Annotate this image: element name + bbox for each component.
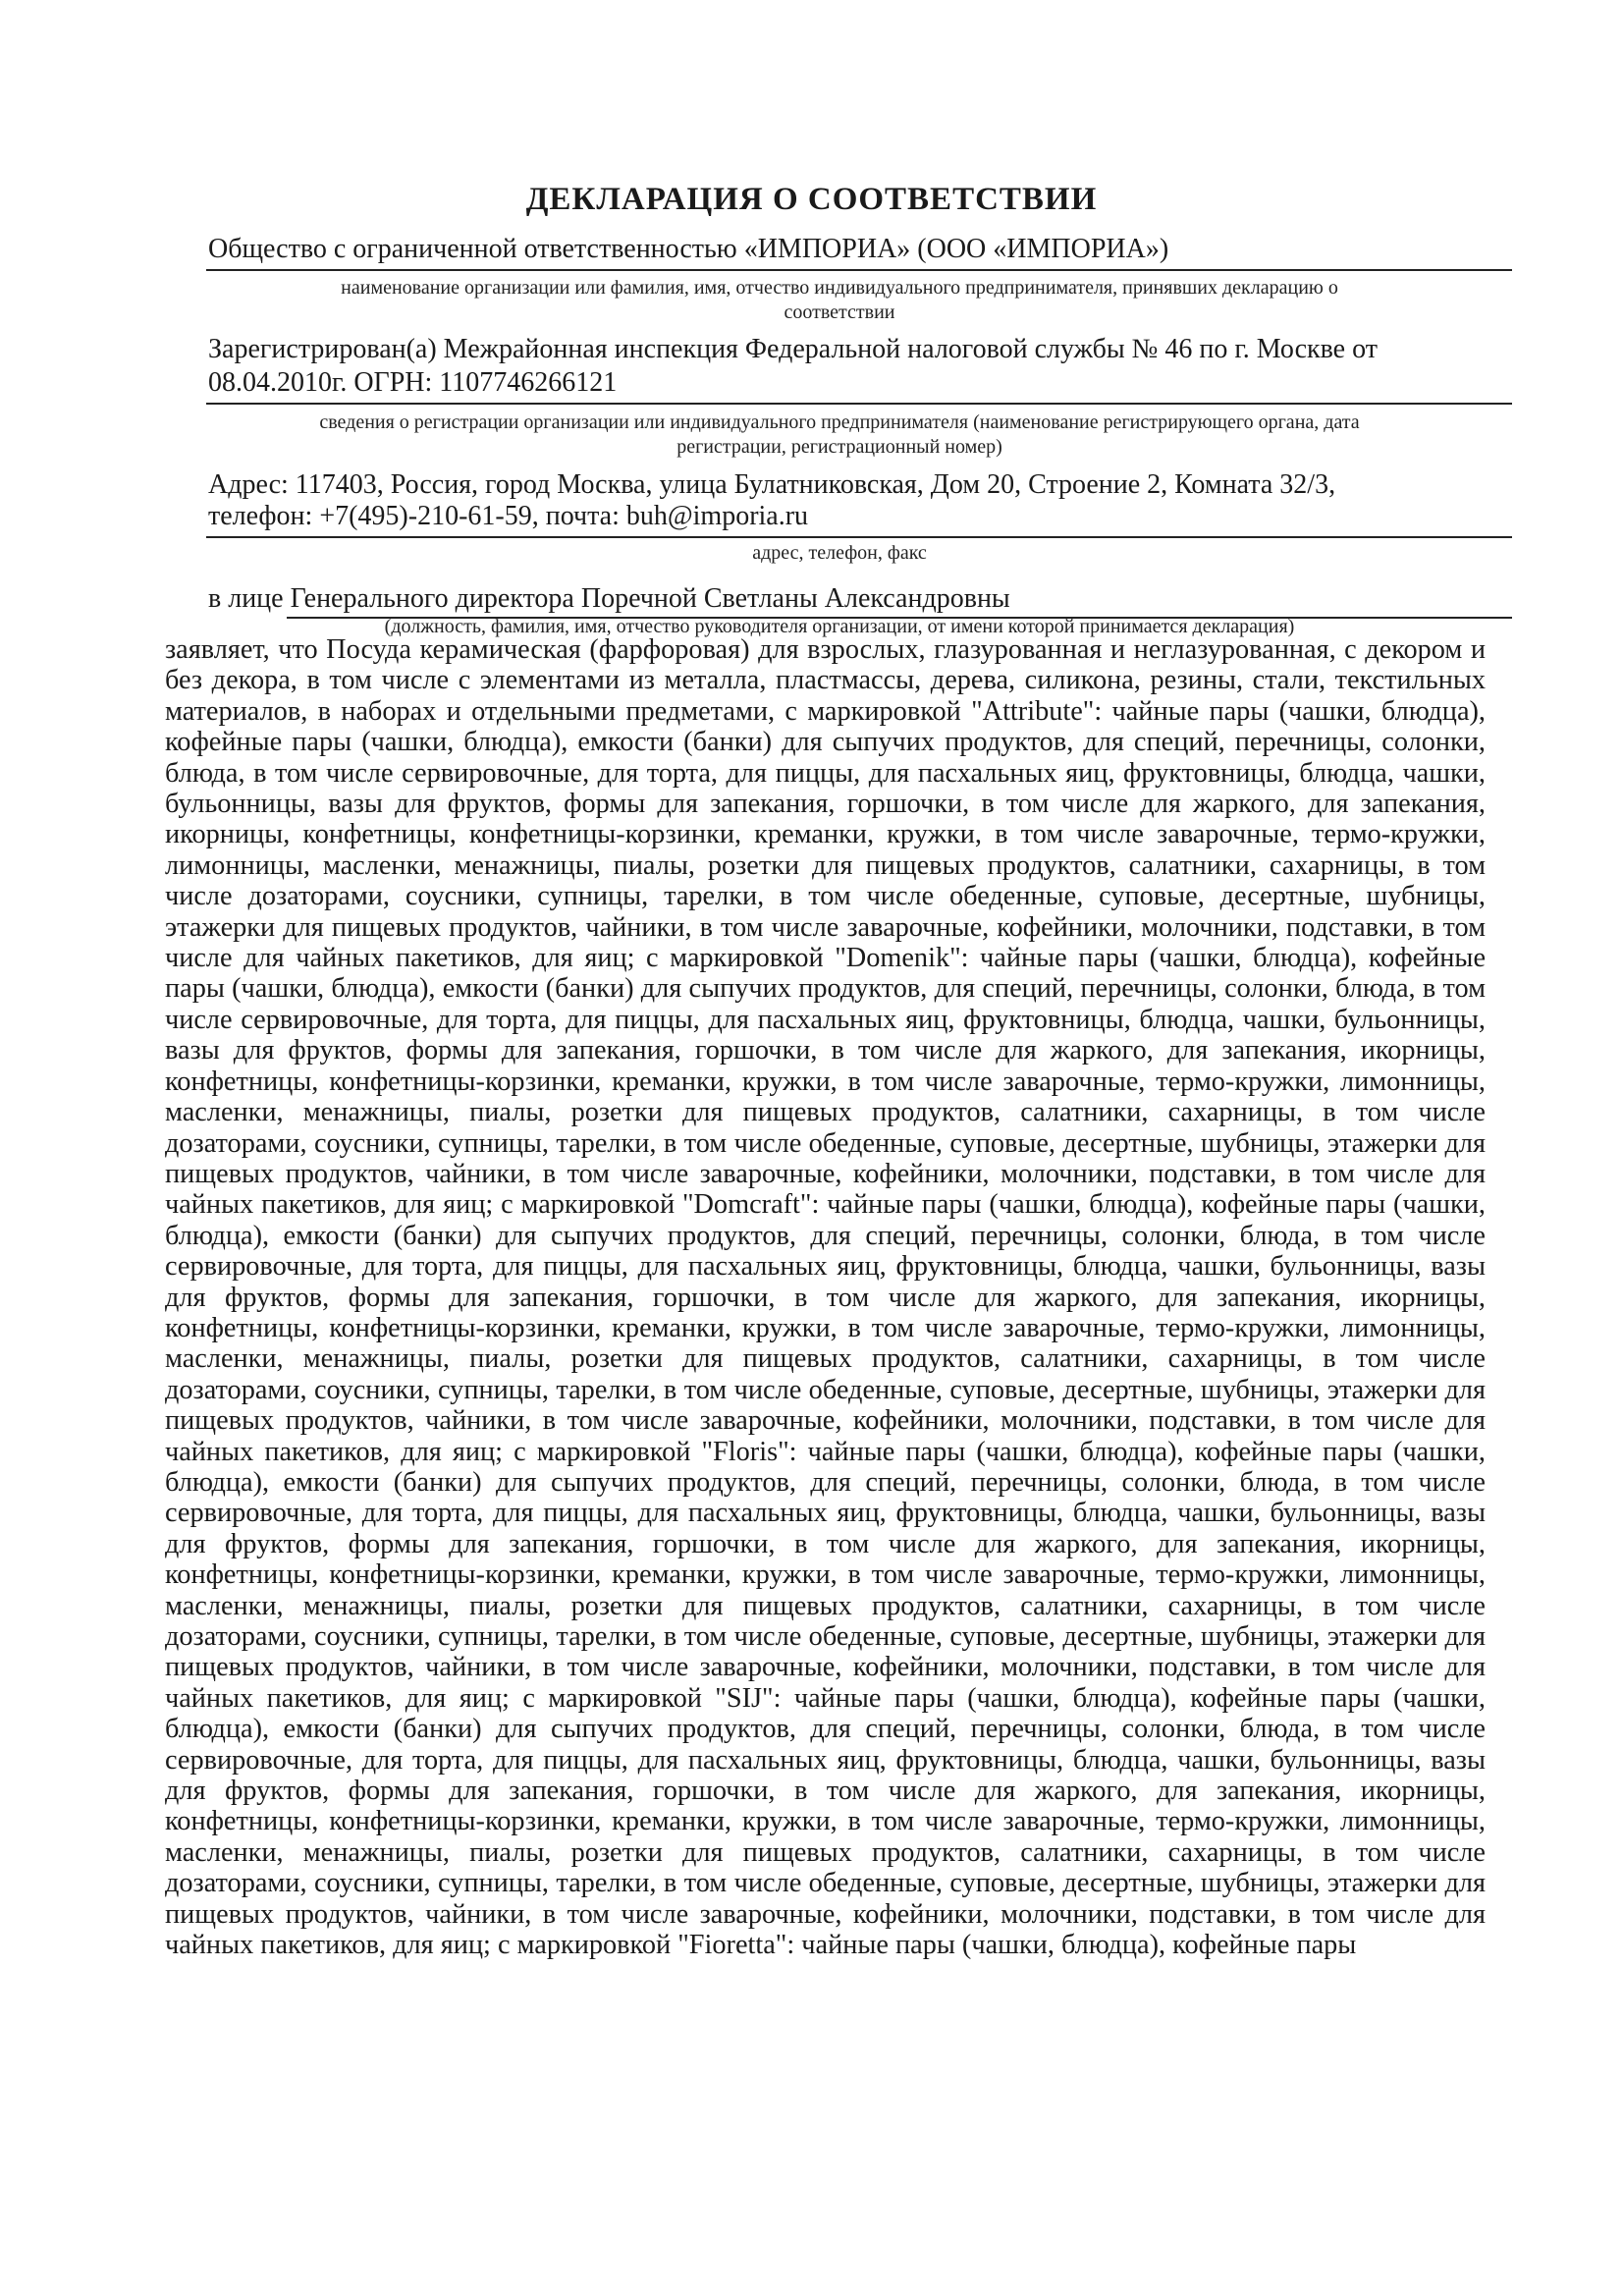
- registration-line-1: Зарегистрирован(а) Межрайонная инспекция Федеральной налоговой службы № 46 по г. Москве от: [208, 334, 1378, 364]
- registration-caption-2: регистрации, регистрационный номер): [676, 436, 1002, 458]
- organization-caption-2: соответствии: [784, 301, 895, 323]
- representative-prefix: в лице: [208, 583, 284, 614]
- organization-caption-1: наименование организации или фамилия, имя, отчество индивидуального предпринимателя, принявших декларацию о: [341, 277, 1338, 299]
- address-line-2: телефон: +7(495)-210-61-59, почта: buh@imporia.ru: [208, 501, 809, 531]
- registration-line-2: 08.04.2010г. ОГРН: 1107746266121: [208, 367, 618, 398]
- document-title: ДЕКЛАРАЦИЯ О СООТВЕТСТВИИ: [525, 182, 1098, 217]
- organization-name: Общество с ограниченной ответственностью «ИМПОРИА» (ООО «ИМПОРИА»): [208, 234, 1169, 264]
- representative-name: Генерального директора Поречной Светланы Александровны: [290, 583, 1010, 614]
- address-line-1: Адрес: 117403, Россия, город Москва, улица Булатниковская, Дом 20, Строение 2, Комната 32/3,: [208, 469, 1336, 500]
- registration-caption-1: сведения о регистрации организации или индивидуального предпринимателя (наименование регистрирующего органа, дата: [319, 411, 1360, 433]
- declaration-body: заявляет, что Посуда керамическая (фарфоровая) для взрослых, глазурованная и неглазурованная, с декором и без декора, в том числе с элементами из металла, пластмассы, дерева, силикона, резины, стали, текстильных материалов, в наборах и отдельными предметами, с маркировкой "Attribute": чайные пары (чашки, блюдца), кофейные пары (чашки, блюдца), емкости (банки) для сыпучих продуктов, для специй, перечницы, солонки, блюда, в том числе сервировочные, для торта, для пиццы, для пасхальных яиц, фруктовницы, блюдца, чашки, бульонницы, вазы для фруктов, формы для запекания, горшочки, в том числе для жаркого, для запекания, икорницы, конфетницы, конфетницы-корзинки, креманки, кружки, в том числе заварочные, термо-кружки, лимонницы, масленки, менажницы, пиалы, розетки для пищевых продуктов, салатники, сахарницы, в том числе дозаторами, соусники, супницы, тарелки, в том числе обеденные, суповые, десертные, шубницы, этажерки для пищевых продуктов, чайники, в том числе заварочные, кофейники, молочники, подставки, в том числе для чайных пакетиков, для яиц; с маркировкой "Domenik": чайные пары (чашки, блюдца), кофейные пары (чашки, блюдца), емкости (банки) для сыпучих продуктов, для специй, перечницы, солонки, блюда, в том числе сервировочные, для торта, для пиццы, для пасхальных яиц, фруктовницы, блюдца, чашки, бульонницы, вазы для фруктов, формы для запекания, горшочки, в том числе для жаркого, для запекания, икорницы, конфетницы, конфетницы-корзинки, креманки, кружки, в том числе заварочные, термо-кружки, лимонницы, масленки, менажницы, пиалы, розетки для пищевых продуктов, салатники, сахарницы, в том числе дозаторами, соусники, супницы, тарелки, в том числе обеденные, суповые, десертные, шубницы, этажерки для пищевых продуктов, чайники, в том числе заварочные, кофейники, молочники, подставки, в том числе для чайных пакетиков, для яиц; с маркировкой "Domcraft": чайные пары (чашки, блюдца), кофейные пары (чашки, блюдца), емкости (банки) для сыпучих продуктов, для специй, перечницы, солонки, блюда, в том числе сервировочные, для торта, для пиццы, для пасхальных яиц, фруктовницы, блюдца, чашки, бульонницы, вазы для фруктов, формы для запекания, горшочки, в том числе для жаркого, для запекания, икорницы, конфетницы, конфетницы-корзинки, креманки, кружки, в том числе заварочные, термо-кружки, лимонницы, масленки, менажницы, пиалы, розетки для пищевых продуктов, салатники, сахарницы, в том числе дозаторами, соусники, супницы, тарелки, в том числе обеденные, суповые, десертные, шубницы, этажерки для пищевых продуктов, чайники, в том числе заварочные, кофейники, молочники, подставки, в том числе для чайных пакетиков, для яиц; с маркировкой "Floris": чайные пары (чашки, блюдца), кофейные пары (чашки, блюдца), емкости (банки) для сыпучих продуктов, для специй, перечницы, солонки, блюда, в том числе сервировочные, для торта, для пиццы, для пасхальных яиц, фруктовницы, блюдца, чашки, бульонницы, вазы для фруктов, формы для запекания, горшочки, в том числе для жаркого, для запекания, икорницы, конфетницы, конфетницы-корзинки, креманки, кружки, в том числе заварочные, термо-кружки, лимонницы, масленки, менажницы, пиалы, розетки для пищевых продуктов, салатники, сахарницы, в том числе дозаторами, соусники, супницы, тарелки, в том числе обеденные, суповые, десертные, шубницы, этажерки для пищевых продуктов, чайники, в том числе заварочные, кофейники, молочники, подставки, в том числе для чайных пакетиков, для яиц; с маркировкой "SIJ": чайные пары (чашки, блюдца), кофейные пары (чашки, блюдца), емкости (банки) для сыпучих продуктов, для специй, перечницы, солонки, блюда, в том числе сервировочные, для торта, для пиццы, для пасхальных яиц, фруктовницы, блюдца, чашки, бульонницы, вазы для фруктов, формы для запекания, горшочки, в том числе для жаркого, для запекания, икорницы, конфетницы, конфетницы-корзинки, креманки, кружки, в том числе заварочные, термо-кружки, лимонницы, масленки, менажницы, пиалы, розетки для пищевых продуктов, салатники, сахарницы, в том числе дозаторами, соусники, супницы, тарелки, в том числе обеденные, суповые, десертные, шубницы, этажерки для пищевых продуктов, чайники, в том числе заварочные, кофейники, молочники, подставки, в том числе для чайных пакетиков, для яиц; с маркировкой "Fioretta": чайные пары (чашки, блюдца), кофейные пары: [165, 634, 1486, 1961]
- registration-underline: [206, 403, 1512, 405]
- organization-underline: [206, 269, 1512, 271]
- address-underline: [206, 536, 1512, 538]
- representative-caption: (должность, фамилия, имя, отчество руководителя организации, от имени которой принимается декларация): [384, 616, 1295, 637]
- address-caption: адрес, телефон, факс: [752, 542, 927, 564]
- representative-line: [208, 583, 1010, 615]
